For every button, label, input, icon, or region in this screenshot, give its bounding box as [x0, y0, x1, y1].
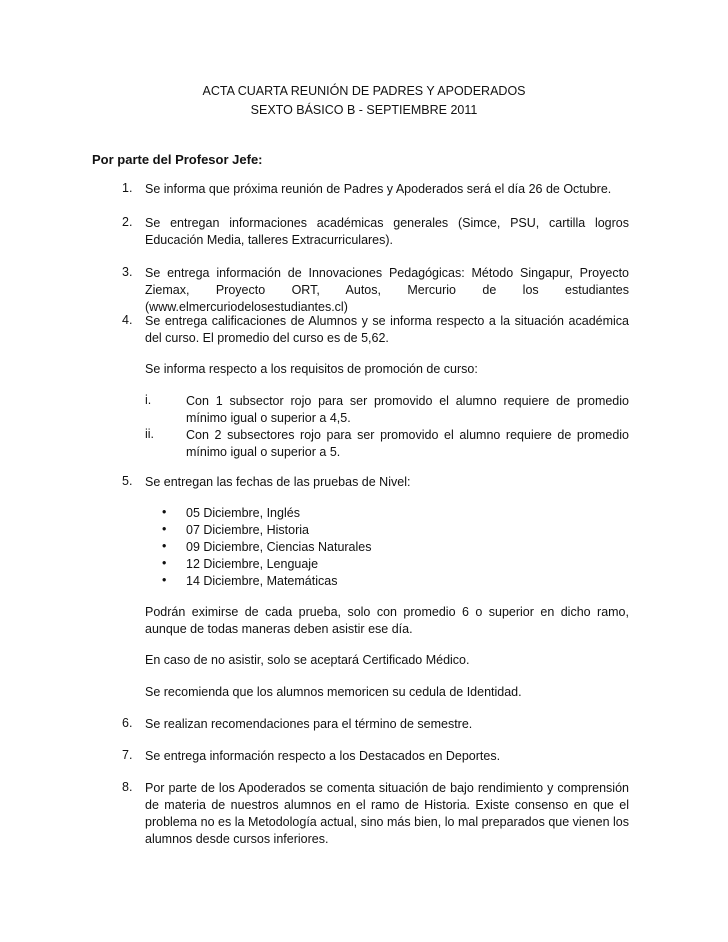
roman-item-text: Con 2 subsectores rojo para ser promovido el alumno requiere de promedio mínimo igual o superior a 5.	[186, 428, 629, 459]
document-subtitle: SEXTO BÁSICO B - SEPTIEMBRE 2011	[250, 103, 478, 117]
medical-note: En caso de no asistir, solo se aceptará Certificado Médico.	[145, 653, 470, 667]
id-note: Se recomienda que los alumnos memoricen su cedula de Identidad.	[145, 685, 522, 699]
item-text: Se informa que próxima reunión de Padres y Apoderados será el día 26 de Octubre.	[145, 182, 612, 196]
document-title: ACTA CUARTA REUNIÓN DE PADRES Y APODERADOS	[202, 84, 526, 98]
item-number: 5.	[122, 474, 133, 488]
item-number: 7.	[122, 748, 133, 762]
item-number: 3.	[122, 265, 133, 279]
exam-date: 09 Diciembre, Ciencias Naturales	[186, 540, 372, 554]
item-number: 4.	[122, 313, 133, 327]
bullet-icon: •	[162, 505, 167, 519]
roman-number: i.	[145, 393, 152, 407]
exam-date: 12 Diciembre, Lenguaje	[186, 557, 319, 571]
item-text: Se entregan informaciones académicas generales (Simce, PSU, cartilla logros Educación Media, talleres Extracurriculares).	[145, 216, 629, 247]
item-text: Se entregan las fechas de las pruebas de Nivel:	[145, 475, 411, 489]
exemption-note: Podrán eximirse de cada prueba, solo con promedio 6 o superior en dicho ramo, aunque de todas maneras deben asistir ese día.	[145, 605, 629, 636]
item-text: Por parte de los Apoderados se comenta situación de bajo rendimiento y comprensión de materia de nuestros alumnos en el ramo de Historia. Existe consenso en que el problema no es la Metodología actual, sino más bien, lo mal preparados que vienen los alumnos desde cursos inferiores.	[145, 781, 629, 846]
roman-number: ii.	[145, 427, 155, 441]
section-heading: Por parte del Profesor Jefe:	[92, 152, 263, 167]
bullet-icon: •	[162, 556, 167, 570]
item-number: 1.	[122, 181, 133, 195]
item-text: Se entrega información respecto a los Destacados en Deportes.	[145, 749, 501, 763]
item-text: Se entrega información de Innovaciones Pedagógicas: Método Singapur, Proyecto Ziemax, Proyecto ORT, Autos, Mercurio de los estudiantes (www.elmercuriodelosestudiantes.cl)	[145, 266, 629, 314]
item-text: Se entrega calificaciones de Alumnos y se informa respecto a la situación académica del curso. El promedio del curso es de 5,62.	[145, 314, 629, 345]
promotion-intro: Se informa respecto a los requisitos de promoción de curso:	[145, 362, 478, 376]
exam-date: 07 Diciembre, Historia	[186, 523, 309, 537]
exam-date: 14 Diciembre, Matemáticas	[186, 574, 338, 588]
item-number: 6.	[122, 716, 133, 730]
bullet-icon: •	[162, 522, 167, 536]
roman-item-text: Con 1 subsector rojo para ser promovido el alumno requiere de promedio mínimo igual o superior a 4,5.	[186, 394, 629, 425]
item-number: 2.	[122, 215, 133, 229]
exam-date: 05 Diciembre, Inglés	[186, 506, 300, 520]
item-text: Se realizan recomendaciones para el término de semestre.	[145, 717, 473, 731]
bullet-icon: •	[162, 539, 167, 553]
item-number: 8.	[122, 780, 133, 794]
bullet-icon: •	[162, 573, 167, 587]
